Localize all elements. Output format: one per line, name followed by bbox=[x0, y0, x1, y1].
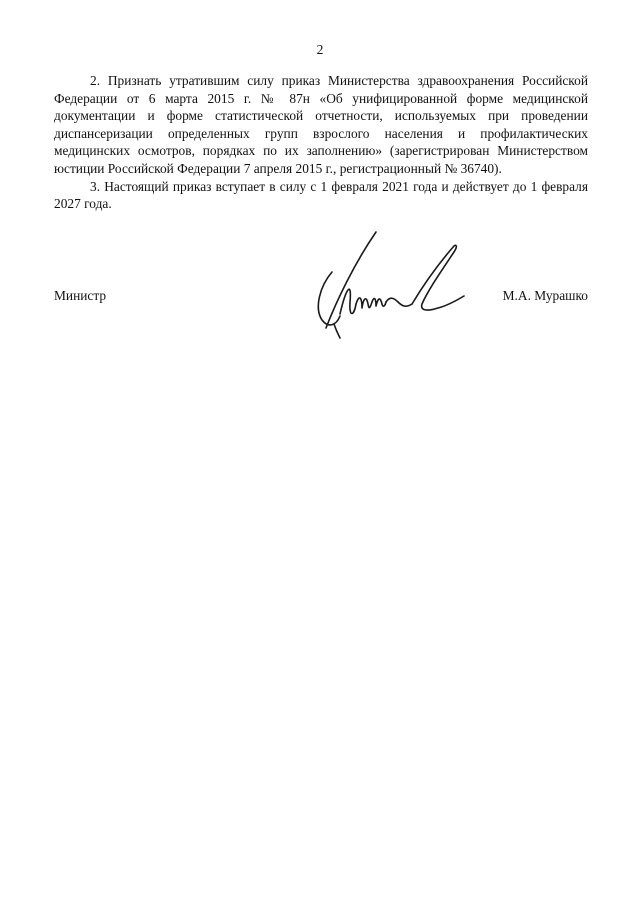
handwritten-signature bbox=[306, 228, 466, 340]
page-number: 2 bbox=[316, 42, 324, 57]
signatory-name: М.А. Мурашко bbox=[502, 288, 588, 303]
paragraph-2: 2. Признать утратившим силу приказ Министерства здравоохранения Российской Федерации от 6 марта 2015 г. № 87н «Об унифицированной форме медицинской документации и форме статистической отчетности, используемых при проведении диспансеризации определенных групп взрослого населения и профилактических медицинских осмотров, порядках по их заполнению» (зарегистрирован Министерством юстиции Российской Федерации 7 апреля 2015 г., регистрационный № 36740). bbox=[54, 73, 588, 176]
paragraph-3: 3. Настоящий приказ вступает в силу с 1 февраля 2021 года и действует до 1 февраля 2027 года. bbox=[54, 178, 588, 212]
document-body bbox=[54, 72, 588, 213]
signatory-title: Министр bbox=[54, 288, 107, 303]
